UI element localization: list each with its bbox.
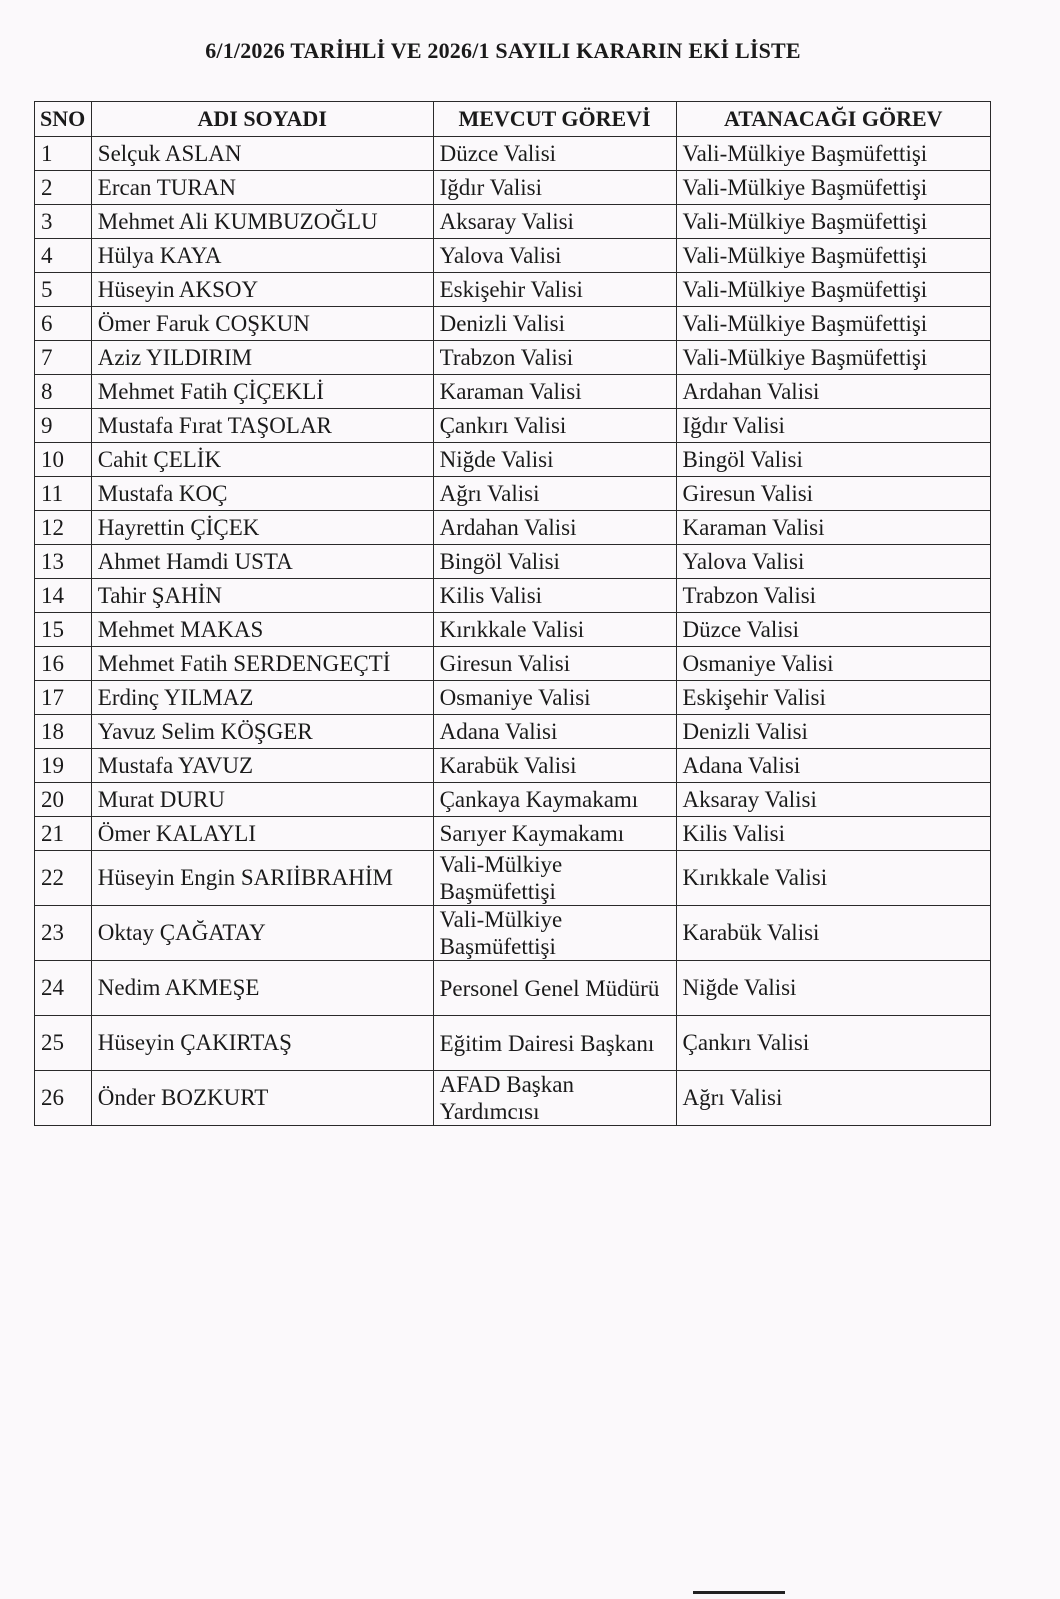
cell-sno: 26 — [35, 1071, 92, 1126]
cell-sno: 25 — [35, 1016, 92, 1071]
cell-name: Mehmet Ali KUMBUZOĞLU — [91, 205, 433, 239]
cell-current-position: AFAD Başkan Yardımcısı — [433, 1071, 676, 1126]
cell-current-position: Eğitim Dairesi Başkanı — [433, 1016, 676, 1071]
column-header-sno: SNO — [35, 102, 92, 137]
cell-new-position: Aksaray Valisi — [676, 783, 990, 817]
cell-current-position: Trabzon Valisi — [433, 341, 676, 375]
cell-current-position: Yalova Valisi — [433, 239, 676, 273]
cell-new-position: Ağrı Valisi — [676, 1071, 990, 1126]
cell-name: Hülya KAYA — [91, 239, 433, 273]
cell-name: Hayrettin ÇİÇEK — [91, 511, 433, 545]
cell-new-position: Bingöl Valisi — [676, 443, 990, 477]
cell-name: Mustafa Fırat TAŞOLAR — [91, 409, 433, 443]
cell-sno: 18 — [35, 715, 92, 749]
cell-name: Tahir ŞAHİN — [91, 579, 433, 613]
cell-sno: 8 — [35, 375, 92, 409]
cell-name: Ercan TURAN — [91, 171, 433, 205]
table-row — [35, 681, 991, 715]
cell-current-position: Niğde Valisi — [433, 443, 676, 477]
table-row — [35, 1016, 991, 1071]
cell-current-position: Giresun Valisi — [433, 647, 676, 681]
cell-name: Cahit ÇELİK — [91, 443, 433, 477]
cell-name: Mustafa YAVUZ — [91, 749, 433, 783]
cell-current-position: Iğdır Valisi — [433, 171, 676, 205]
page-title: 6/1/2026 TARİHLİ VE 2026/1 SAYILI KARARIN EKİ LİSTE — [205, 38, 801, 63]
cell-new-position: Osmaniye Valisi — [676, 647, 990, 681]
column-header-name: ADI SOYADI — [91, 102, 433, 137]
cell-name: Önder BOZKURT — [91, 1071, 433, 1126]
cell-new-position: Kilis Valisi — [676, 817, 990, 851]
cell-name: Hüseyin Engin SARIİBRAHİM — [91, 851, 433, 906]
table-row — [35, 1071, 991, 1126]
table-row — [35, 409, 991, 443]
cell-sno: 13 — [35, 545, 92, 579]
cell-new-position: Vali-Mülkiye Başmüfettişi — [676, 239, 990, 273]
cell-new-position: Vali-Mülkiye Başmüfettişi — [676, 205, 990, 239]
cell-new-position: Eskişehir Valisi — [676, 681, 990, 715]
cell-new-position: Adana Valisi — [676, 749, 990, 783]
table-row — [35, 307, 991, 341]
cell-sno: 2 — [35, 171, 92, 205]
cell-new-position: Vali-Mülkiye Başmüfettişi — [676, 137, 990, 171]
table-row — [35, 443, 991, 477]
table-row — [35, 783, 991, 817]
cell-sno: 20 — [35, 783, 92, 817]
cell-current-position: Aksaray Valisi — [433, 205, 676, 239]
table-row — [35, 715, 991, 749]
cell-current-position: Ardahan Valisi — [433, 511, 676, 545]
table-row — [35, 239, 991, 273]
cell-sno: 5 — [35, 273, 92, 307]
cell-new-position: Karabük Valisi — [676, 906, 990, 961]
cell-new-position: Karaman Valisi — [676, 511, 990, 545]
cell-sno: 16 — [35, 647, 92, 681]
cell-new-position: Niğde Valisi — [676, 961, 990, 1016]
cell-current-position: Çankırı Valisi — [433, 409, 676, 443]
cell-name: Mehmet Fatih SERDENGEÇTİ — [91, 647, 433, 681]
cell-sno: 1 — [35, 137, 92, 171]
cell-sno: 19 — [35, 749, 92, 783]
cell-sno: 24 — [35, 961, 92, 1016]
cell-sno: 10 — [35, 443, 92, 477]
table-row — [35, 749, 991, 783]
cell-name: Ahmet Hamdi USTA — [91, 545, 433, 579]
table-row — [35, 375, 991, 409]
cell-current-position: Personel Genel Müdürü — [433, 961, 676, 1016]
cell-sno: 11 — [35, 477, 92, 511]
cell-new-position: Düzce Valisi — [676, 613, 990, 647]
cell-current-position: Eskişehir Valisi — [433, 273, 676, 307]
cell-current-position: Kırıkkale Valisi — [433, 613, 676, 647]
cell-name: Yavuz Selim KÖŞGER — [91, 715, 433, 749]
table-row — [35, 511, 991, 545]
cell-name: Oktay ÇAĞATAY — [91, 906, 433, 961]
cell-new-position: Iğdır Valisi — [676, 409, 990, 443]
cell-new-position: Vali-Mülkiye Başmüfettişi — [676, 273, 990, 307]
cell-name: Murat DURU — [91, 783, 433, 817]
cell-name: Hüseyin ÇAKIRTAŞ — [91, 1016, 433, 1071]
table-body — [35, 137, 991, 1126]
cell-current-position: Karabük Valisi — [433, 749, 676, 783]
cell-new-position: Vali-Mülkiye Başmüfettişi — [676, 307, 990, 341]
cell-sno: 23 — [35, 906, 92, 961]
table-row — [35, 579, 991, 613]
cell-new-position: Yalova Valisi — [676, 545, 990, 579]
cell-new-position: Çankırı Valisi — [676, 1016, 990, 1071]
cell-name: Erdinç YILMAZ — [91, 681, 433, 715]
cell-name: Nedim AKMEŞE — [91, 961, 433, 1016]
cell-sno: 22 — [35, 851, 92, 906]
cell-name: Mehmet MAKAS — [91, 613, 433, 647]
cell-name: Ömer KALAYLI — [91, 817, 433, 851]
cell-sno: 15 — [35, 613, 92, 647]
cell-new-position: Giresun Valisi — [676, 477, 990, 511]
table-row — [35, 817, 991, 851]
cell-current-position: Osmaniye Valisi — [433, 681, 676, 715]
table-row — [35, 477, 991, 511]
table-row — [35, 273, 991, 307]
cell-sno: 4 — [35, 239, 92, 273]
table-row — [35, 205, 991, 239]
cell-new-position: Ardahan Valisi — [676, 375, 990, 409]
table-row — [35, 341, 991, 375]
cell-current-position: Bingöl Valisi — [433, 545, 676, 579]
cell-sno: 9 — [35, 409, 92, 443]
table-row — [35, 137, 991, 171]
column-header-current-position: MEVCUT GÖREVİ — [433, 102, 676, 137]
cell-current-position: Sarıyer Kaymakamı — [433, 817, 676, 851]
cell-name: Aziz YILDIRIM — [91, 341, 433, 375]
cell-new-position: Kırıkkale Valisi — [676, 851, 990, 906]
cell-sno: 21 — [35, 817, 92, 851]
table-row — [35, 613, 991, 647]
table-row — [35, 171, 991, 205]
cell-current-position: Vali-Mülkiye Başmüfettişi — [433, 851, 676, 906]
cell-name: Selçuk ASLAN — [91, 137, 433, 171]
column-header-new-position: ATANACAĞI GÖREV — [676, 102, 990, 137]
cell-current-position: Ağrı Valisi — [433, 477, 676, 511]
table-row — [35, 647, 991, 681]
cell-name: Hüseyin AKSOY — [91, 273, 433, 307]
cell-current-position: Denizli Valisi — [433, 307, 676, 341]
table-row — [35, 545, 991, 579]
cell-name: Mehmet Fatih ÇİÇEKLİ — [91, 375, 433, 409]
cell-sno: 14 — [35, 579, 92, 613]
cell-sno: 3 — [35, 205, 92, 239]
cell-new-position: Trabzon Valisi — [676, 579, 990, 613]
cell-current-position: Kilis Valisi — [433, 579, 676, 613]
cell-sno: 12 — [35, 511, 92, 545]
cell-current-position: Vali-Mülkiye Başmüfettişi — [433, 906, 676, 961]
cell-sno: 17 — [35, 681, 92, 715]
cell-name: Ömer Faruk COŞKUN — [91, 307, 433, 341]
cell-sno: 6 — [35, 307, 92, 341]
appointment-table — [34, 101, 991, 1126]
footer-rule — [693, 1591, 785, 1594]
table-row — [35, 906, 991, 961]
cell-current-position: Düzce Valisi — [433, 137, 676, 171]
cell-current-position: Karaman Valisi — [433, 375, 676, 409]
table-row — [35, 961, 991, 1016]
cell-name: Mustafa KOÇ — [91, 477, 433, 511]
cell-new-position: Denizli Valisi — [676, 715, 990, 749]
table-row — [35, 851, 991, 906]
cell-current-position: Adana Valisi — [433, 715, 676, 749]
table-header-row — [35, 102, 991, 137]
cell-new-position: Vali-Mülkiye Başmüfettişi — [676, 171, 990, 205]
cell-sno: 7 — [35, 341, 92, 375]
cell-new-position: Vali-Mülkiye Başmüfettişi — [676, 341, 990, 375]
cell-current-position: Çankaya Kaymakamı — [433, 783, 676, 817]
